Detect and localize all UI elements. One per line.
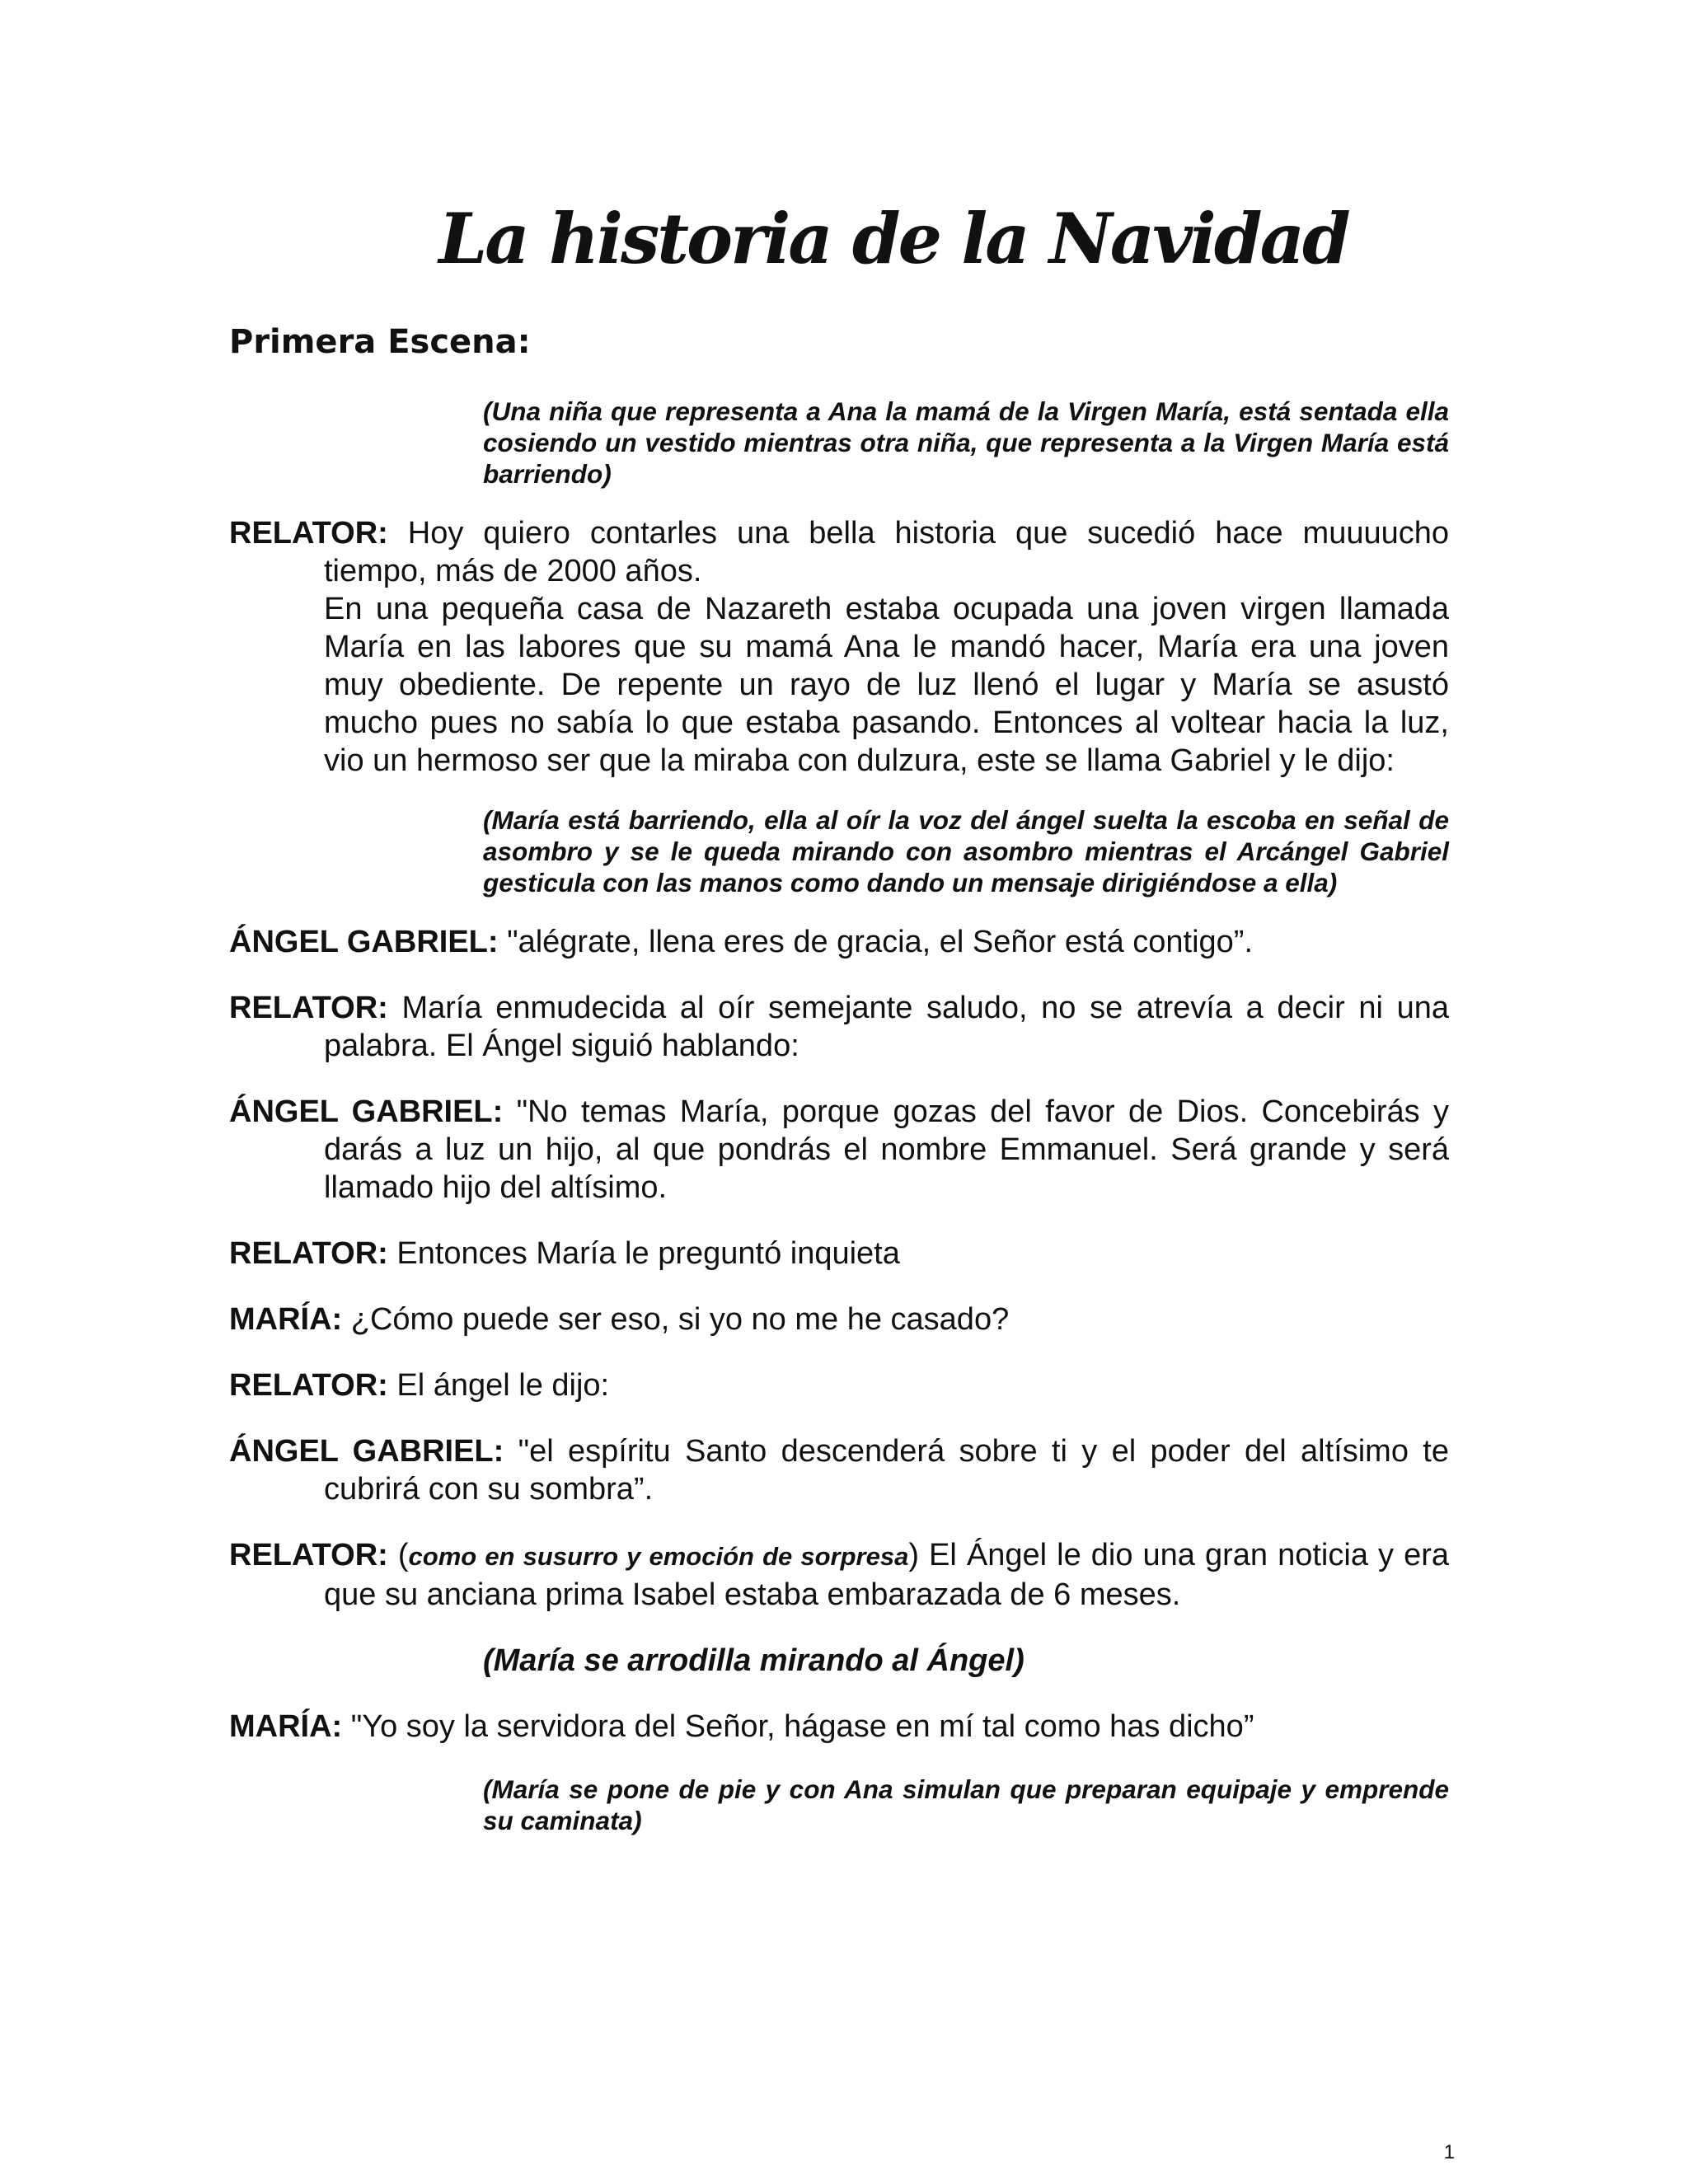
dialogue-line	[229, 1093, 1449, 1207]
dialogue-line	[229, 923, 1449, 961]
speaker-label: ÁNGEL GABRIEL:	[229, 1094, 504, 1129]
dialogue-text: El ángel le dijo:	[387, 1368, 610, 1403]
scene-heading: Primera Escena:	[229, 323, 531, 361]
dialogue-text: Hoy quiero contarles una bella historia que sucedió hace muuuucho tiempo, más de 2000 años.	[324, 516, 1449, 588]
dialogue-line	[229, 1536, 1449, 1614]
dialogue-text: ¿Cómo puede ser eso, si yo no me he casado?	[342, 1302, 1010, 1337]
speaker-label: RELATOR:	[229, 991, 388, 1025]
dialogue-line	[229, 514, 1449, 590]
dialogue-text: María enmudecida al oír semejante saludo, no se atrevía a decir ni una palabra. El Ángel siguió hablando:	[324, 991, 1449, 1063]
inline-stage-note: como en susurro y emoción de sorpresa	[408, 1542, 909, 1571]
dialogue-line	[229, 989, 1449, 1065]
stage-direction: (María se pone de pie y con Ana simulan que preparan equipaje y emprende su caminata)	[483, 1774, 1449, 1835]
narration-paragraph: En una pequeña casa de Nazareth estaba ocupada una joven virgen llamada María en las labores que su mamá Ana le mandó hacer, María era una joven muy obediente. De repente un rayo de luz llenó el lugar y María se asustó mucho pues no sabía lo que estaba pasando. Entonces al voltear hacia la luz, vio un hermoso ser que la miraba con dulzura, este se llama Gabriel y le dijo:	[324, 592, 1449, 778]
dialogue-text: "Yo soy la servidora del Señor, hágase en mí tal como has dicho”	[342, 1709, 1254, 1744]
dialogue-line	[229, 1366, 1449, 1404]
dialogue-text: El Ángel le dio una gran noticia y era que su anciana prima Isabel estaba embarazada de 6 meses.	[324, 1538, 1449, 1612]
stage-direction: (María está barriendo, ella al oír la voz del ángel suelta la escoba en señal de asombro y se le queda mirando con asombro mientras el Arcángel Gabriel gesticula con las manos como dando un mensaje dirigiéndose a ella)	[483, 805, 1449, 898]
speaker-label: MARÍA:	[229, 1709, 343, 1744]
stage-direction: (María se arrodilla mirando al Ángel)	[483, 1643, 1025, 1678]
speaker-label: RELATOR:	[229, 516, 388, 551]
paren-close: )	[908, 1538, 919, 1572]
speaker-label: RELATOR:	[229, 1236, 388, 1271]
speaker-label: RELATOR:	[229, 1538, 388, 1572]
dialogue-line	[229, 1301, 1449, 1338]
script-body	[229, 396, 1449, 1836]
dialogue-line	[229, 1235, 1449, 1272]
dialogue-text: Entonces María le preguntó inquieta	[387, 1236, 900, 1271]
speaker-label: MARÍA:	[229, 1302, 343, 1337]
paren-open: (	[387, 1538, 409, 1572]
document-title: La historia de la Navidad	[438, 198, 1348, 279]
dialogue-text: "alégrate, llena eres de gracia, el Señor está contigo”.	[498, 925, 1254, 959]
stage-direction: (Una niña que representa a Ana la mamá de la Virgen María, está sentada ella cosiendo un vestido mientras otra niña, que representa a la Virgen María está barriendo)	[483, 396, 1449, 489]
page-number: 1	[1443, 2141, 1455, 2163]
dialogue-line	[229, 1432, 1449, 1508]
dialogue-line	[229, 1708, 1449, 1746]
speaker-label: ÁNGEL GABRIEL:	[229, 1434, 504, 1469]
speaker-label: ÁNGEL GABRIEL:	[229, 925, 499, 959]
dialogue-text: "el espíritu Santo descenderá sobre ti y el poder del altísimo te cubrirá con su sombra”.	[324, 1434, 1449, 1507]
dialogue-text: "No temas María, porque gozas del favor de Dios. Concebirás y darás a luz un hijo, al que pondrás el nombre Emmanuel. Será grande y será llamado hijo del altísimo.	[324, 1094, 1449, 1205]
speaker-label: RELATOR:	[229, 1368, 388, 1403]
